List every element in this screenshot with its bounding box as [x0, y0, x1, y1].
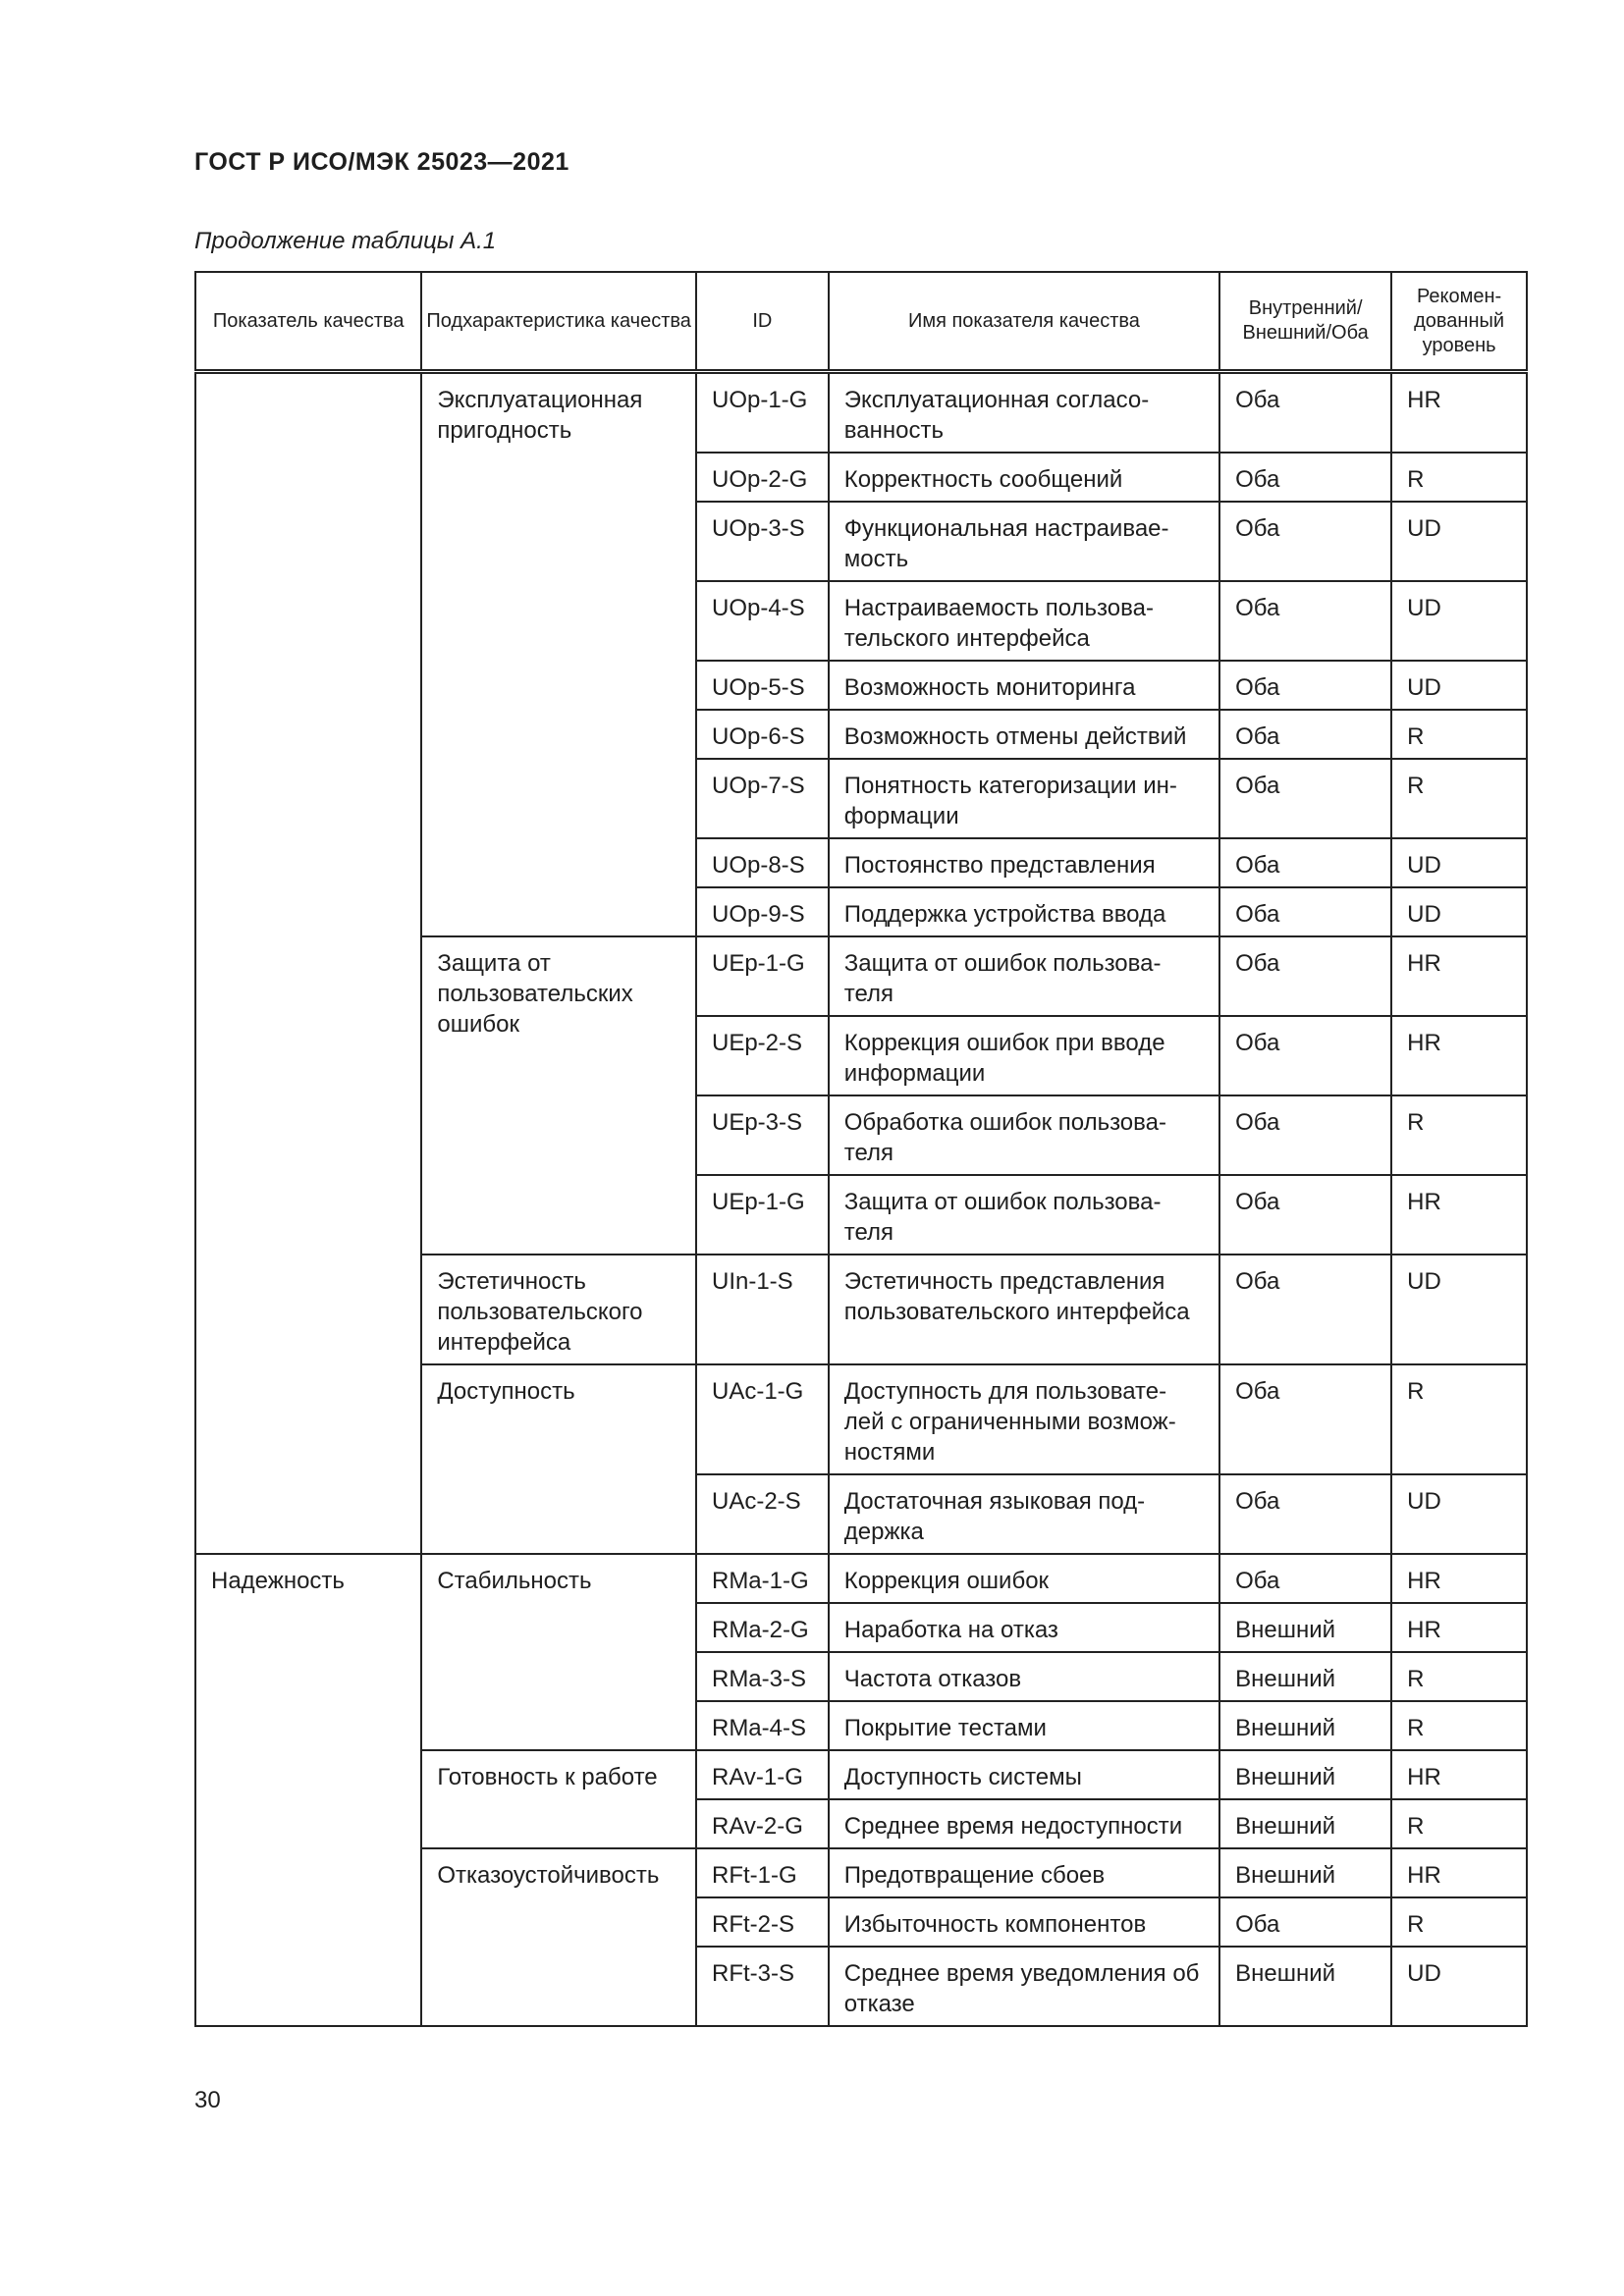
subcharacteristic-cell: Эстетичность пользовательского интерфейса: [421, 1255, 696, 1364]
column-header-type: Внутренний/ Внешний/Оба: [1219, 272, 1391, 372]
measure-name-cell: Корректность сообщений: [829, 453, 1219, 502]
id-cell: UAc-2-S: [696, 1474, 829, 1554]
id-cell: RAv-2-G: [696, 1799, 829, 1848]
type-cell: Оба: [1219, 1016, 1391, 1095]
measure-name-cell: Функциональная настраивае- мость: [829, 502, 1219, 581]
measure-name-cell: Постоянство представления: [829, 838, 1219, 887]
characteristic-cell: Надежность: [195, 1554, 421, 2026]
id-cell: RMa-4-S: [696, 1701, 829, 1750]
measure-name-cell: Защита от ошибок пользова- теля: [829, 1175, 1219, 1255]
subcharacteristic-cell: Доступность: [421, 1364, 696, 1554]
type-cell: Оба: [1219, 502, 1391, 581]
level-cell: R: [1391, 1364, 1527, 1474]
type-cell: Оба: [1219, 453, 1391, 502]
type-cell: Оба: [1219, 1474, 1391, 1554]
subcharacteristic-cell: Стабильность: [421, 1554, 696, 1750]
level-cell: HR: [1391, 1848, 1527, 1897]
type-cell: Внешний: [1219, 1947, 1391, 2026]
measure-name-cell: Возможность отмены действий: [829, 710, 1219, 759]
id-cell: RFt-2-S: [696, 1897, 829, 1947]
type-cell: Оба: [1219, 1095, 1391, 1175]
table-caption: Продолжение таблицы А.1: [194, 228, 497, 254]
table-header-row: [195, 272, 1527, 372]
measure-name-cell: Среднее время уведомления об отказе: [829, 1947, 1219, 2026]
type-cell: Оба: [1219, 1554, 1391, 1603]
id-cell: UEp-3-S: [696, 1095, 829, 1175]
type-cell: Внешний: [1219, 1603, 1391, 1652]
id-cell: RMa-1-G: [696, 1554, 829, 1603]
subcharacteristic-cell: Эксплуатационная пригодность: [421, 372, 696, 937]
measure-name-cell: Доступность системы: [829, 1750, 1219, 1799]
level-cell: R: [1391, 1095, 1527, 1175]
subcharacteristic-cell: Отказоустойчивость: [421, 1848, 696, 2026]
quality-measures-table: [194, 271, 1528, 2027]
id-cell: UOp-6-S: [696, 710, 829, 759]
id-cell: UOp-4-S: [696, 581, 829, 661]
type-cell: Оба: [1219, 887, 1391, 936]
level-cell: UD: [1391, 581, 1527, 661]
level-cell: R: [1391, 1701, 1527, 1750]
type-cell: Оба: [1219, 581, 1391, 661]
level-cell: UD: [1391, 661, 1527, 710]
level-cell: UD: [1391, 1947, 1527, 2026]
id-cell: RAv-1-G: [696, 1750, 829, 1799]
measure-name-cell: Достаточная языковая под- держка: [829, 1474, 1219, 1554]
measure-name-cell: Наработка на отказ: [829, 1603, 1219, 1652]
type-cell: Оба: [1219, 936, 1391, 1016]
type-cell: Внешний: [1219, 1848, 1391, 1897]
column-header-level: Рекомен- дованный уровень: [1391, 272, 1527, 372]
level-cell: R: [1391, 710, 1527, 759]
id-cell: UOp-1-G: [696, 372, 829, 454]
subcharacteristic-cell: Готовность к работе: [421, 1750, 696, 1848]
type-cell: Оба: [1219, 1897, 1391, 1947]
table-row: [195, 372, 1527, 454]
measure-name-cell: Понятность категоризации ин- формации: [829, 759, 1219, 838]
id-cell: UEp-1-G: [696, 936, 829, 1016]
level-cell: UD: [1391, 1474, 1527, 1554]
measure-name-cell: Обработка ошибок пользова- теля: [829, 1095, 1219, 1175]
id-cell: UOp-3-S: [696, 502, 829, 581]
id-cell: UOp-8-S: [696, 838, 829, 887]
level-cell: R: [1391, 759, 1527, 838]
id-cell: UAc-1-G: [696, 1364, 829, 1474]
level-cell: R: [1391, 453, 1527, 502]
id-cell: UEp-2-S: [696, 1016, 829, 1095]
id-cell: UOp-7-S: [696, 759, 829, 838]
measure-name-cell: Покрытие тестами: [829, 1701, 1219, 1750]
column-header-id: ID: [696, 272, 829, 372]
type-cell: Оба: [1219, 661, 1391, 710]
level-cell: UD: [1391, 1255, 1527, 1364]
id-cell: UEp-1-G: [696, 1175, 829, 1255]
type-cell: Оба: [1219, 372, 1391, 454]
characteristic-cell: [195, 372, 421, 1555]
level-cell: HR: [1391, 1175, 1527, 1255]
id-cell: UOp-9-S: [696, 887, 829, 936]
document-header: ГОСТ Р ИСО/МЭК 25023—2021: [194, 148, 569, 176]
column-header-measure-name: Имя показателя качества: [829, 272, 1219, 372]
measure-name-cell: Частота отказов: [829, 1652, 1219, 1701]
measure-name-cell: Поддержка устройства ввода: [829, 887, 1219, 936]
measure-name-cell: Предотвращение сбоев: [829, 1848, 1219, 1897]
level-cell: HR: [1391, 936, 1527, 1016]
type-cell: Оба: [1219, 1175, 1391, 1255]
id-cell: RMa-2-G: [696, 1603, 829, 1652]
type-cell: Внешний: [1219, 1652, 1391, 1701]
table-row: [195, 1554, 1527, 1603]
level-cell: R: [1391, 1652, 1527, 1701]
id-cell: UOp-5-S: [696, 661, 829, 710]
level-cell: UD: [1391, 887, 1527, 936]
type-cell: Оба: [1219, 759, 1391, 838]
page-number: 30: [194, 2087, 221, 2113]
column-header-subcharacteristic: Подхарактеристика качества: [421, 272, 696, 372]
level-cell: HR: [1391, 1554, 1527, 1603]
subcharacteristic-cell: Защита от пользовательских ошибок: [421, 936, 696, 1255]
id-cell: RFt-3-S: [696, 1947, 829, 2026]
level-cell: HR: [1391, 372, 1527, 454]
type-cell: Внешний: [1219, 1750, 1391, 1799]
type-cell: Оба: [1219, 710, 1391, 759]
type-cell: Внешний: [1219, 1701, 1391, 1750]
measure-name-cell: Коррекция ошибок: [829, 1554, 1219, 1603]
id-cell: RMa-3-S: [696, 1652, 829, 1701]
type-cell: Внешний: [1219, 1799, 1391, 1848]
type-cell: Оба: [1219, 1255, 1391, 1364]
level-cell: HR: [1391, 1603, 1527, 1652]
level-cell: R: [1391, 1897, 1527, 1947]
type-cell: Оба: [1219, 1364, 1391, 1474]
id-cell: UIn-1-S: [696, 1255, 829, 1364]
measure-name-cell: Настраиваемость пользова- тельского интерфейса: [829, 581, 1219, 661]
column-header-characteristic: Показатель качества: [195, 272, 421, 372]
id-cell: RFt-1-G: [696, 1848, 829, 1897]
measure-name-cell: Избыточность компонентов: [829, 1897, 1219, 1947]
measure-name-cell: Среднее время недоступности: [829, 1799, 1219, 1848]
type-cell: Оба: [1219, 838, 1391, 887]
level-cell: R: [1391, 1799, 1527, 1848]
measure-name-cell: Доступность для пользовате- лей с ограниченными возмож- ностями: [829, 1364, 1219, 1474]
measure-name-cell: Эксплуатационная согласо- ванность: [829, 372, 1219, 454]
measure-name-cell: Коррекция ошибок при вводе информации: [829, 1016, 1219, 1095]
measure-name-cell: Возможность мониторинга: [829, 661, 1219, 710]
id-cell: UOp-2-G: [696, 453, 829, 502]
measure-name-cell: Защита от ошибок пользова- теля: [829, 936, 1219, 1016]
level-cell: HR: [1391, 1016, 1527, 1095]
level-cell: UD: [1391, 502, 1527, 581]
measure-name-cell: Эстетичность представления пользовательского интерфейса: [829, 1255, 1219, 1364]
level-cell: HR: [1391, 1750, 1527, 1799]
level-cell: UD: [1391, 838, 1527, 887]
